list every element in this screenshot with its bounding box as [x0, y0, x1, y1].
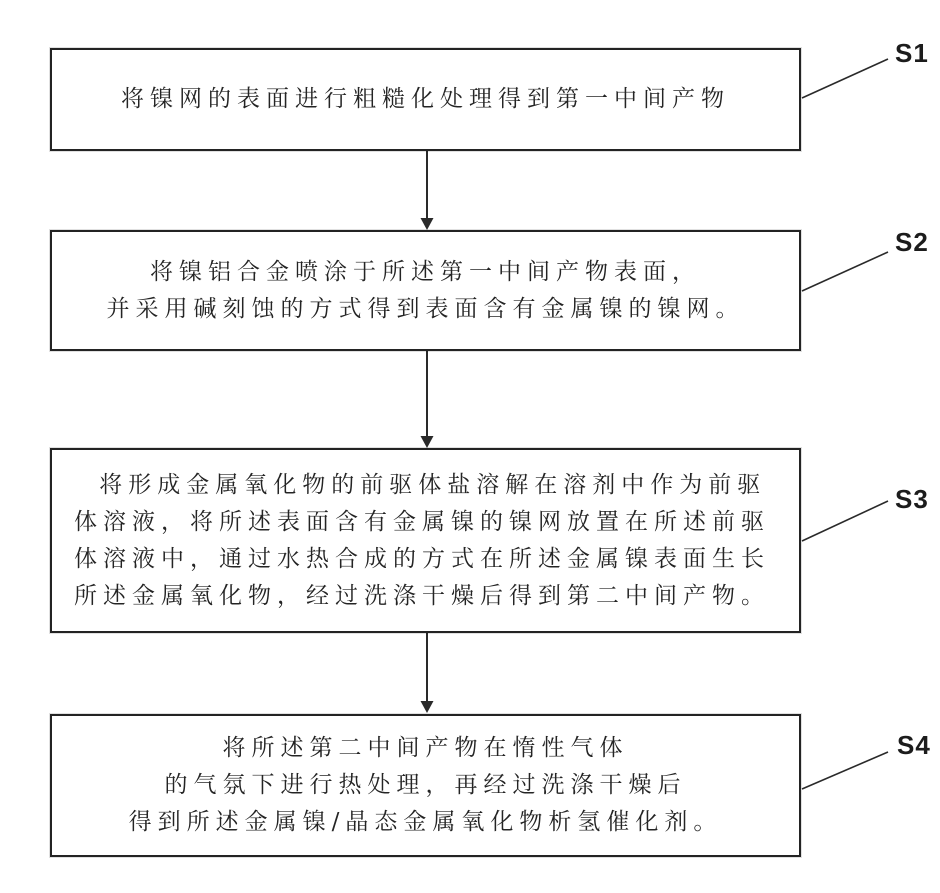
leader-line-s3: [802, 501, 888, 541]
flow-arrow-1: [421, 151, 434, 230]
flow-arrow-2: [421, 351, 434, 448]
step-s2-text-line: 将镍铝合金喷涂于所述第一中间产物表面，: [150, 258, 701, 285]
leader-line-s4: [802, 752, 888, 789]
step-s3-text-line: 体溶液，将所述表面含有金属镍的镍网放置在所述前驱: [74, 508, 770, 535]
step-s4-text-line: 的气氛下进行热处理，再经过洗涤干燥后: [164, 772, 687, 798]
step-s1-text-line: 将镍网的表面进行粗糙化处理得到第一中间产物: [121, 86, 730, 112]
step-box-s2: [50, 230, 801, 351]
step-s3-text-line: 所述金属氧化物，经过洗涤干燥后得到第二中间产物。: [74, 582, 770, 609]
step-s3-text-line: 体溶液中，通过水热合成的方式在所述金属镍表面生长: [74, 545, 770, 572]
step-box-s3: [50, 448, 801, 633]
step-label-s2: S2: [895, 227, 929, 257]
step-label-s1: S1: [895, 38, 929, 68]
step-label-s3: S3: [895, 484, 929, 514]
step-s4-text-line: 将所述第二中间产物在惰性气体: [222, 735, 629, 761]
step-s3-text-line: 将形成金属氧化物的前驱体盐溶解在溶剂中作为前驱: [99, 471, 767, 498]
step-box-s1: [50, 48, 801, 151]
step-box-s4: [50, 714, 801, 857]
step-label-s4: S4: [897, 730, 931, 760]
leader-line-s2: [802, 252, 888, 291]
step-s2-text-line: 并采用碱刻蚀的方式得到表面含有金属镍的镍网。: [106, 295, 745, 322]
step-s4-text-line: 得到所述金属镍/晶态金属氧化物析氢催化剂。: [128, 809, 723, 835]
leader-line-s1: [802, 59, 888, 98]
flow-arrow-3: [421, 633, 434, 713]
